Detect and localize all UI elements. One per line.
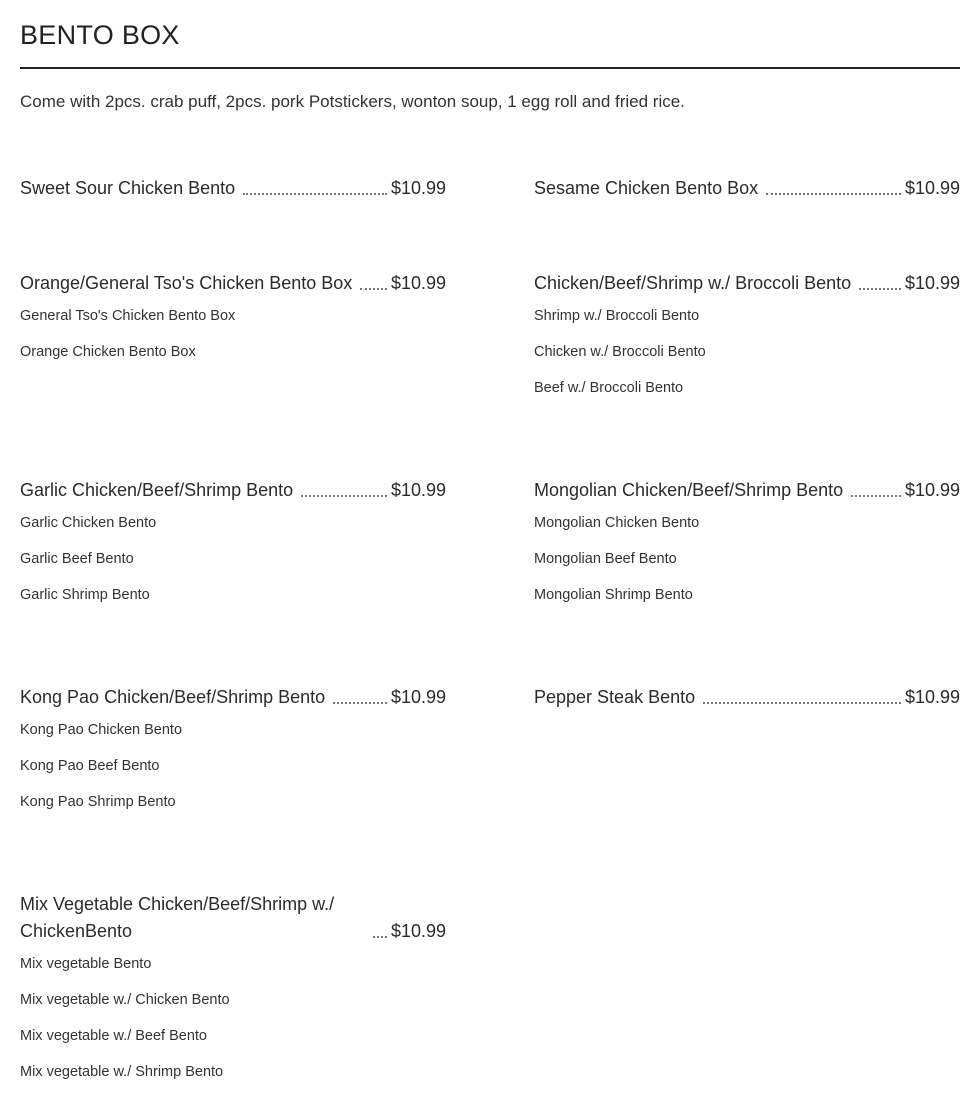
menu-item [20, 270, 446, 379]
item-price: $10.99 [390, 178, 446, 198]
sub-item: Garlic Beef Bento [20, 551, 134, 567]
menu-item [534, 477, 960, 622]
item-name: Kong Pao Chicken/Beef/Shrimp Bento [20, 687, 326, 707]
menu-item [20, 684, 446, 829]
leader-dots [703, 702, 901, 704]
item-price: $10.99 [904, 480, 960, 500]
leader-dots [766, 193, 901, 195]
item-price: $10.99 [390, 273, 446, 293]
sub-item: Mongolian Shrimp Bento [534, 587, 693, 603]
sub-item: Kong Pao Chicken Bento [20, 722, 183, 738]
item-name: Sesame Chicken Bento Box [534, 178, 759, 198]
sub-item: Beef w./ Broccoli Bento [534, 380, 684, 396]
item-price: $10.99 [904, 273, 960, 293]
sub-item: Shrimp w./ Broccoli Bento [534, 308, 700, 324]
leader-dots [333, 702, 387, 704]
sub-item: Mix vegetable w./ Shrimp Bento [20, 1064, 224, 1080]
menu-item [20, 891, 446, 1099]
intro-text: Come with 2pcs. crab puff, 2pcs. pork Potstickers, wonton soup, 1 egg roll and fried rice. [20, 92, 685, 111]
leader-dots [243, 193, 387, 195]
leader-dots [360, 288, 387, 290]
menu-item [20, 175, 446, 202]
item-price: $10.99 [390, 687, 446, 707]
sub-item: Mix vegetable w./ Chicken Bento [20, 992, 230, 1008]
menu-item [534, 175, 960, 202]
sub-item: Mongolian Chicken Bento [534, 515, 700, 531]
item-price: $10.99 [904, 178, 960, 198]
leader-dots [301, 495, 387, 497]
sub-item: Kong Pao Beef Bento [20, 758, 160, 774]
sub-item: Mongolian Beef Bento [534, 551, 677, 567]
sub-item: Mix vegetable Bento [20, 956, 152, 972]
sub-item: Chicken w./ Broccoli Bento [534, 344, 706, 360]
item-price: $10.99 [904, 687, 960, 707]
title-divider [20, 67, 960, 69]
item-name: Pepper Steak Bento [534, 687, 696, 707]
menu-item [534, 270, 960, 415]
leader-dots [859, 288, 901, 290]
item-name: Chicken/Beef/Shrimp w./ Broccoli Bento [534, 273, 852, 293]
menu-header [20, 0, 960, 113]
item-name: Mix Vegetable Chicken/Beef/Shrimp w./ ChickenBento [20, 894, 335, 941]
item-price: $10.99 [390, 480, 446, 500]
menu-item [534, 684, 960, 711]
item-name: Sweet Sour Chicken Bento [20, 178, 236, 198]
item-name: Garlic Chicken/Beef/Shrimp Bento [20, 480, 294, 500]
sub-item: Kong Pao Shrimp Bento [20, 794, 176, 810]
leader-dots [851, 495, 901, 497]
sub-item: Orange Chicken Bento Box [20, 344, 196, 360]
sub-item: Mix vegetable w./ Beef Bento [20, 1028, 207, 1044]
menu-item [20, 477, 446, 622]
sub-item: General Tso's Chicken Bento Box [20, 308, 236, 324]
item-name: Orange/General Tso's Chicken Bento Box [20, 273, 353, 293]
page-title: BENTO BOX [20, 20, 180, 50]
item-name: Mongolian Chicken/Beef/Shrimp Bento [534, 480, 844, 500]
sub-item: Garlic Chicken Bento [20, 515, 157, 531]
leader-dots [373, 936, 387, 938]
item-price: $10.99 [390, 921, 446, 941]
sub-item: Garlic Shrimp Bento [20, 587, 150, 603]
